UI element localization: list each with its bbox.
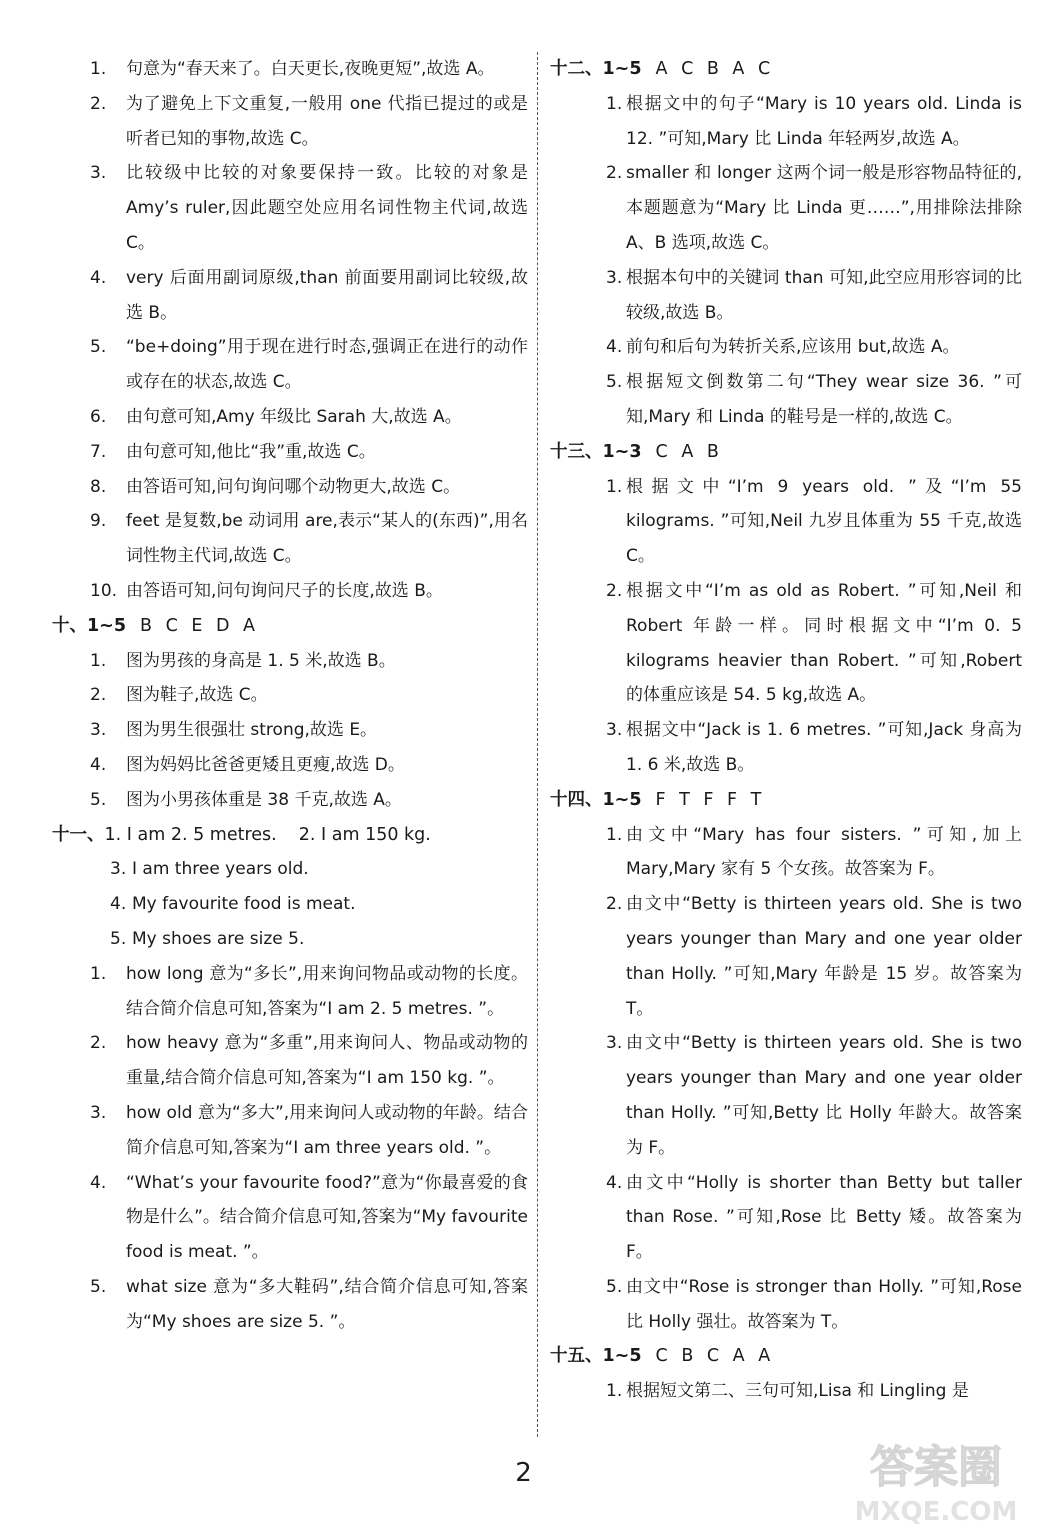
item-number: 3. [606, 267, 623, 288]
item-number: 9. [90, 511, 107, 532]
item-text: 图为鞋子,故选 C。 [126, 685, 268, 706]
item-text: 图为妈妈比爸爸更矮且更瘦,故选 D。 [126, 754, 405, 775]
item-text: smaller 和 longer 这两个词一般是形容物品特征的,本题题意为“Mary 比 Linda 更……”,用排除法排除 A、B 选项,故选 C。 [626, 163, 1022, 253]
item-number: 3. [606, 720, 623, 741]
list-item [52, 1096, 528, 1166]
section-answers: B C E D A [140, 615, 260, 636]
item-number: 3. [90, 1102, 107, 1123]
list-item [52, 1270, 528, 1340]
item-text: what size 意为“多大鞋码”,结合简介信息可知,答案为“My shoes are size 5. ”。 [126, 1276, 528, 1332]
section-label: 十三、1~3 [550, 441, 642, 462]
page-number: 2 [515, 1458, 532, 1488]
item-text: 根据文中的句子“Mary is 10 years old. Linda is 12. ”可知,Mary 比 Linda 年轻两岁,故选 A。 [626, 93, 1022, 149]
watermark-logo [841, 1430, 1031, 1530]
section-label: 十五、1~5 [550, 1346, 642, 1367]
list-item [550, 1270, 1022, 1340]
list-item [52, 783, 528, 818]
section-10-items [52, 644, 528, 818]
item-text: 根据短文第二、三句可知,Lisa 和 Lingling 是 [626, 1381, 969, 1402]
list-item [52, 400, 528, 435]
list-item [550, 1166, 1022, 1270]
section-label: 十二、1~5 [550, 59, 642, 79]
item-number: 2. [606, 163, 623, 184]
answer-4: 4. My favourite food is meat. [110, 894, 356, 915]
item-number: 4. [90, 267, 107, 288]
item-number: 6. [90, 406, 107, 427]
item-text: 由文中“Betty is thirteen years old. She is two years younger than Mary and one year older than Holly. ”可知,Betty 比 Holly 年龄大。故答案为 F。 [626, 1033, 1022, 1158]
item-text: 为了避免上下文重复,一般用 one 代指已提过的或是听者已知的事物,故选 C。 [126, 93, 528, 149]
list-item [550, 330, 1022, 365]
list-item [52, 713, 528, 748]
list-item [52, 574, 528, 609]
list-item [52, 435, 528, 470]
item-number: 4. [606, 1172, 623, 1193]
item-number: 4. [606, 337, 623, 358]
item-text: “What’s your favourite food?”意为“你最喜爱的食物是什么”。结合简介信息可知,答案为“My favourite food is meat. ”。 [126, 1172, 528, 1263]
item-text: 由答语可知,问句询问尺子的长度,故选 B。 [126, 580, 443, 601]
item-number: 5. [606, 372, 623, 393]
list-item [550, 1374, 1022, 1409]
section-label: 十四、1~5 [550, 789, 642, 810]
section-14-items [550, 818, 1022, 1340]
list-item [52, 504, 528, 574]
column-divider [537, 52, 538, 1437]
watermark-bottom-text: MXQE.COM [854, 1497, 1018, 1527]
list-item [52, 87, 528, 157]
item-text: feet 是复数,be 动词用 are,表示“某人的(东西)”,用名词性物主代词,故选 C。 [126, 511, 528, 567]
left-column [52, 52, 528, 1339]
list-item [52, 1166, 528, 1270]
list-item [550, 1026, 1022, 1165]
section-12-header [550, 52, 1022, 87]
item-number: 1. [90, 59, 107, 79]
item-number: 8. [90, 476, 107, 497]
list-item [550, 365, 1022, 435]
section-15-header [550, 1339, 1022, 1374]
item-text: 根据文中“I’m 9 years old. ”及“I’m 55 kilograms. ”可知,Neil 九岁且体重为 55 千克,故选 C。 [626, 476, 1022, 567]
item-number: 2. [90, 685, 107, 706]
item-text: 句意为“春天来了。白天更长,夜晚更短”,故选 A。 [126, 59, 495, 79]
item-number: 4. [90, 1172, 107, 1193]
section-answers: A C B A C [655, 59, 775, 79]
list-item [52, 52, 528, 87]
section-10-header [52, 609, 528, 644]
item-text: 由句意可知,Amy 年级比 Sarah 大,故选 A。 [126, 406, 462, 427]
item-text: 比较级中比较的对象要保持一致。比较的对象是 Amy’s ruler,因此题空处应用名词性物主代词,故选 C。 [126, 163, 528, 253]
list-item [52, 748, 528, 783]
list-item [52, 330, 528, 400]
item-text: 根据文中“Jack is 1. 6 metres. ”可知,Jack 身高为 1. 6 米,故选 B。 [626, 720, 1022, 775]
answer-5: 5. My shoes are size 5. [110, 928, 305, 949]
section-label: 十一、 [52, 824, 105, 845]
item-number: 5. [90, 789, 107, 810]
item-number: 2. [90, 93, 107, 114]
list-item [52, 1026, 528, 1096]
item-number: 3. [90, 163, 107, 184]
list-item [550, 713, 1022, 783]
section-answers: C B C A A [655, 1346, 775, 1367]
item-number: 1. [606, 824, 623, 845]
list-item [550, 156, 1022, 260]
section-answers: F T F F T [655, 789, 766, 810]
item-text: 图为男孩的身高是 1. 5 米,故选 B。 [126, 650, 396, 671]
item-text: how old 意为“多大”,用来询问人或动物的年龄。结合简介信息可知,答案为“I am three years old. ”。 [126, 1102, 528, 1158]
list-item [52, 678, 528, 713]
list-item [550, 887, 1022, 1026]
list-item [52, 644, 528, 679]
item-text: 根据短文倒数第二句“They wear size 36. ”可知,Mary 和 Linda 的鞋号是一样的,故选 C。 [626, 372, 1022, 427]
item-text: how long 意为“多长”,用来询问物品或动物的长度。结合简介信息可知,答案为“I am 2. 5 metres. ”。 [126, 963, 528, 1019]
list-item [550, 818, 1022, 888]
item-text: “be+doing”用于现在进行时态,强调正在进行的动作或存在的状态,故选 C。 [126, 337, 528, 393]
item-text: 由答语可知,问句询问哪个动物更大,故选 C。 [126, 476, 461, 497]
item-text: 图为小男孩体重是 38 千克,故选 A。 [126, 789, 402, 810]
item-text: 由文中“Mary has four sisters. ”可知,加上 Mary,Mary 家有 5 个女孩。故答案为 F。 [626, 824, 1022, 880]
item-number: 1. [90, 963, 107, 984]
section-14-header [550, 783, 1022, 818]
answer-3: 3. I am three years old. [110, 859, 309, 880]
item-number: 5. [90, 337, 107, 358]
item-text: 前句和后句为转折关系,应该用 but,故选 A。 [626, 337, 960, 358]
item-number: 1. [606, 476, 623, 497]
section-12-items [550, 87, 1022, 435]
item-number: 5. [90, 1276, 107, 1297]
item-number: 3. [90, 720, 107, 741]
item-number: 5. [606, 1276, 623, 1297]
item-text: 根据文中“I’m as old as Robert. ”可知,Neil 和 Robert 年龄一样。同时根据文中“I’m 0. 5 kilograms heavier than Robert. ”可知,Robert 的体重应该是 54. 5 kg,故选 A。 [626, 580, 1022, 706]
item-number: 7. [90, 441, 107, 462]
item-number: 2. [606, 894, 623, 915]
list-item [550, 261, 1022, 331]
item-number: 1. [90, 650, 107, 671]
item-text: 图为男生很强壮 strong,故选 E。 [126, 720, 378, 741]
item-text: 由句意可知,他比“我”重,故选 C。 [126, 441, 376, 462]
list-item [550, 574, 1022, 713]
section-15-items [550, 1374, 1022, 1409]
item-number: 1. [606, 1381, 623, 1402]
item-text: 由文中“Betty is thirteen years old. She is two years younger than Mary and one year older than Holly. ”可知,Mary 年龄是 15 岁。故答案为 T。 [626, 894, 1022, 1019]
list-item [550, 87, 1022, 157]
section-13-header [550, 435, 1022, 470]
section-answers: C A B [655, 441, 723, 462]
item-number: 2. [606, 580, 623, 601]
item-text: 由文中“Holly is shorter than Betty but taller than Rose. ”可知,Rose 比 Betty 矮。故答案为 F。 [626, 1172, 1022, 1263]
watermark-top-text: 答案圈 [870, 1442, 1002, 1493]
answer-1: 1. I am 2. 5 metres. [104, 824, 277, 845]
list-item [52, 261, 528, 331]
list-item [52, 470, 528, 505]
section-label: 十、1~5 [52, 615, 127, 636]
section-11-items [52, 957, 528, 1340]
answer-2: 2. I am 150 kg. [298, 824, 431, 845]
left-top-items [52, 52, 528, 609]
item-number: 4. [90, 754, 107, 775]
item-text: 根据本句中的关键词 than 可知,此空应用形容词的比较级,故选 B。 [626, 267, 1022, 323]
item-number: 10. [90, 580, 118, 601]
item-text: very 后面用副词原级,than 前面要用副词比较级,故选 B。 [126, 267, 528, 323]
item-number: 2. [90, 1033, 107, 1054]
right-column [550, 52, 1022, 1409]
item-text: 由文中“Rose is stronger than Holly. ”可知,Rose 比 Holly 强壮。故答案为 T。 [626, 1276, 1022, 1332]
section-11-header [52, 818, 528, 853]
list-item [52, 957, 528, 1027]
list-item [550, 470, 1022, 574]
section-13-items [550, 470, 1022, 783]
item-number: 3. [606, 1033, 623, 1054]
item-text: how heavy 意为“多重”,用来询问人、物品或动物的重量,结合简介信息可知,答案为“I am 150 kg. ”。 [126, 1033, 528, 1089]
list-item [52, 156, 528, 260]
item-number: 1. [606, 93, 623, 114]
